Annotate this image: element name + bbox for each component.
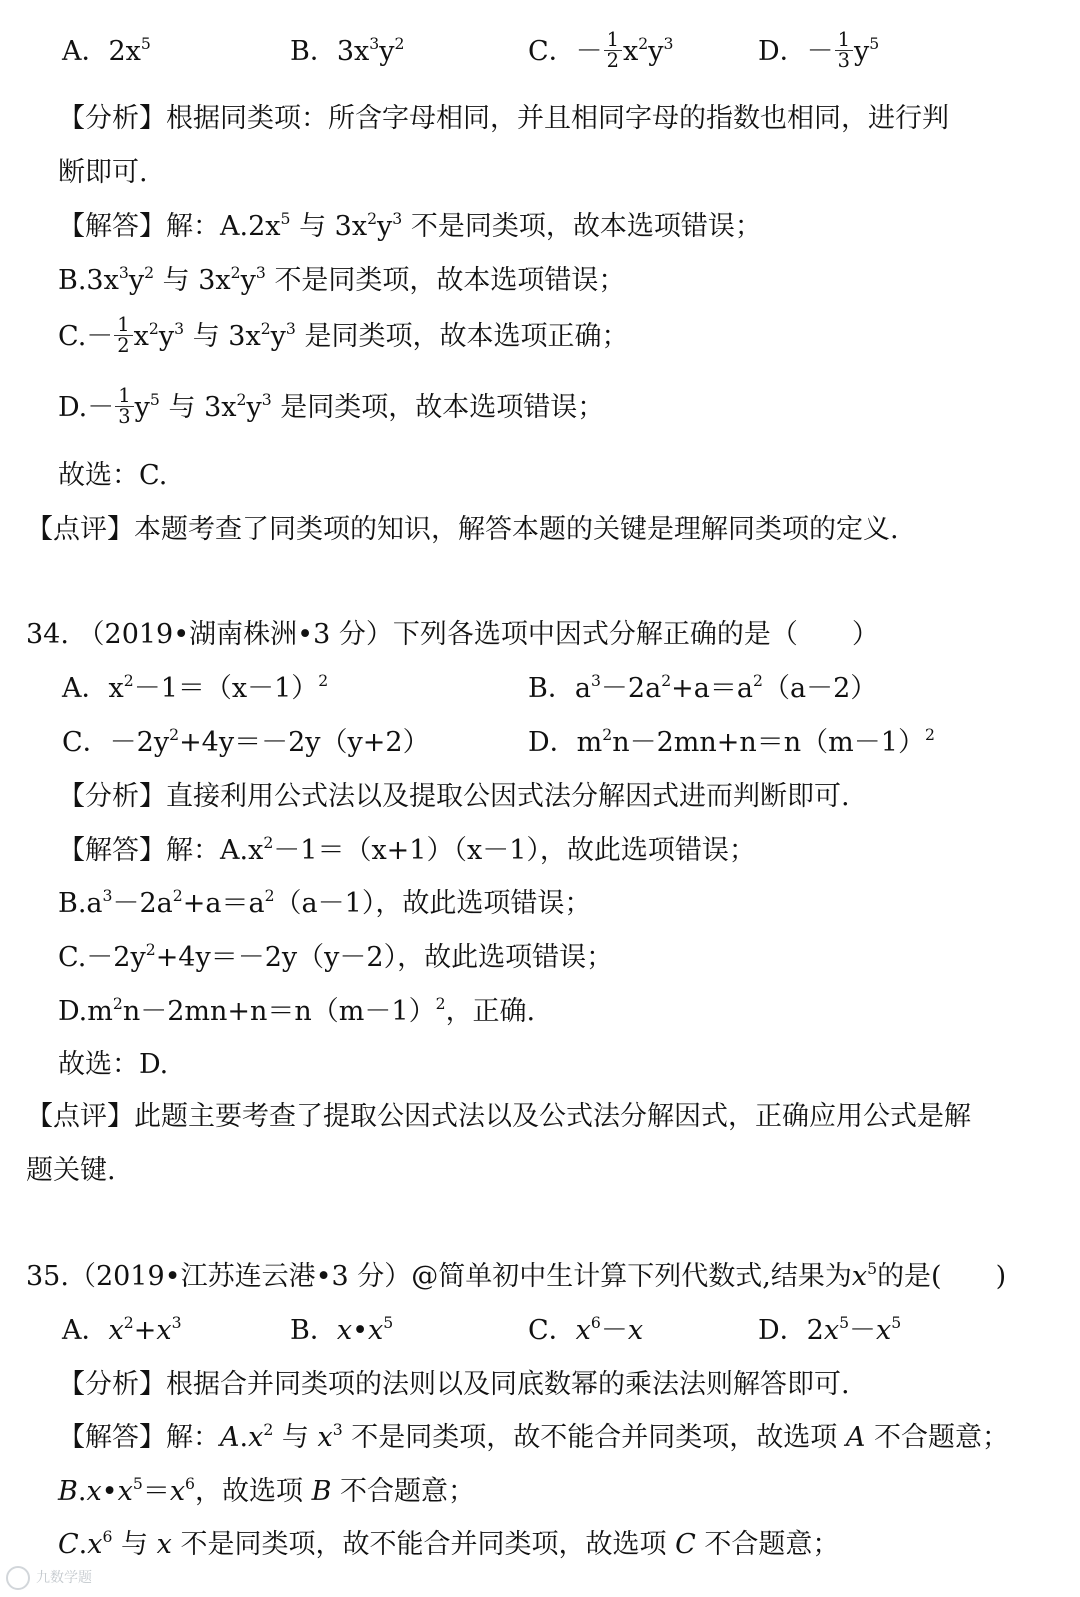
q33-analysis-line2 — [0, 146, 1080, 200]
q35-option-b: B．$x•x^5$ — [290, 1313, 394, 1346]
q34-analysis — [0, 770, 1080, 824]
q34-options-row2 — [0, 716, 1080, 770]
q34-answer-a: 【解答】解：$A.x^2-1=(x+1)(x-1)$，故此选项错误； — [58, 833, 756, 866]
watermark-logo-icon — [6, 1566, 30, 1590]
q35-answer-c: $C.x^6$ 与 x 不是同类项，故不能合并同类项，故选项 C 不合题意； — [58, 1527, 840, 1560]
fraction-one-third: $\frac{1}{3}$ — [835, 30, 853, 72]
fraction-one-half: $\frac{1}{2}$ — [604, 30, 622, 72]
q33-answer-c: C.－ $\frac{1}{2}$ $x^2y^3$ 与 $3x^2y^3$ 是同类项，故本选项正确； — [58, 312, 629, 357]
answer-tag: 【解答】 — [58, 835, 166, 866]
q33-analysis-line1 — [0, 92, 1080, 146]
watermark: 九数学题 — [6, 1566, 146, 1596]
q34-option-c: C．$-2y^2+4y=-2y(y+2)$ — [62, 725, 430, 758]
review-text: 此题主要考查了提取公因式法以及公式法分解因式，正确应用公式是解 — [134, 1101, 971, 1132]
analysis-text-cont: 断即可. — [58, 157, 148, 188]
q33-answer-b: $B.3x^3y^2$ 与 $3x^2y^3$ 不是同类项，故本选项错误； — [58, 263, 626, 296]
review-tag: 【点评】 — [26, 1101, 134, 1132]
q34-answer-c: $C.-2y^2+4y=-2y(y-2)$，故此选项错误； — [58, 940, 614, 973]
answer-tag: 【解答】 — [58, 1422, 166, 1453]
review-text-cont: 题关键. — [26, 1155, 116, 1186]
fraction-one-third: $\frac{1}{3}$ — [115, 386, 133, 428]
analysis-tag: 【分析】 — [58, 1369, 166, 1400]
analysis-text: 根据同类项：所含字母相同，并且相同字母的指数也相同，进行判 — [166, 103, 949, 134]
analysis-tag: 【分析】 — [58, 781, 166, 812]
q34-answer-b: $B.a^3-2a^2+a=a^2(a-1)$，故此选项错误； — [58, 886, 592, 919]
analysis-text: 直接利用公式法以及提取公因式法分解因式进而判断即可. — [166, 781, 850, 812]
q33-answer-d: D.－ $\frac{1}{3}$ $y^5$ 与 $3x^2y^3$ 是同类项，故本选项错误； — [58, 383, 605, 428]
review-text: 本题考查了同类项的知识，解答本题的关键是理解同类项的定义. — [134, 514, 899, 545]
q33-answer-a: 【解答】解：$A.2x^5$ 与 $3x^2y^3$ 不是同类项，故本选项错误； — [58, 209, 762, 242]
q33-option-d: D．－ $\frac{1}{3}$ $y^5$ — [758, 27, 880, 72]
q33-option-a: A．$2x^5$ — [62, 34, 151, 67]
fraction-one-half: $\frac{1}{2}$ — [114, 315, 132, 357]
q34-review-line1 — [0, 1090, 1080, 1144]
q35-option-d: D．$2x^5-x^5$ — [758, 1313, 902, 1346]
q33-review — [0, 503, 1080, 557]
q35-options-row — [0, 1304, 1080, 1358]
q34-options-row1 — [0, 662, 1080, 716]
analysis-tag: 【分析】 — [58, 103, 166, 134]
q34-choice: 故选：D. — [58, 1049, 169, 1080]
answer-tag: 【解答】 — [58, 211, 166, 242]
review-tag: 【点评】 — [26, 514, 134, 545]
q33-options-row — [0, 25, 1080, 79]
q35-option-a: A．$x^2+x^3$ — [62, 1313, 182, 1346]
q33-choice: 故选：C. — [58, 460, 168, 491]
q34-option-a: A．$x^2-1=(x-1)^2$ — [62, 671, 329, 704]
analysis-text: 根据合并同类项的法则以及同底数幂的乘法法则解答即可. — [166, 1369, 850, 1400]
q33-option-b: B．$3x^3y^2$ — [290, 34, 405, 67]
q34-option-b: B．$a^3-2a^2+a=a^2(a-2)$ — [528, 671, 878, 704]
q34-review-line2 — [0, 1144, 1080, 1198]
q35-analysis — [0, 1358, 1080, 1412]
q34-answer-d: $D.m^2n-2mn+n=n(m-1)^2$，正确. — [58, 994, 536, 1027]
q33-option-c: C．－ $\frac{1}{2}$ $x^2y^3$ — [528, 27, 674, 72]
q35-answer-b: $B.x•x^5=x^6$，故选项 B 不合题意； — [58, 1474, 476, 1507]
q35-stem: 35.（2019•江苏连云港•3 分）@简单初中生计算下列代数式,结果为$x^5$的是( ) — [26, 1259, 1007, 1292]
q34-stem: 34. （2019•湖南株洲•3 分）下列各选项中因式分解正确的是（ ） — [26, 619, 879, 650]
q34-option-d: D．$m^2n-2mn+n=n(m-1)^2$ — [528, 725, 935, 758]
q35-answer-a: 【解答】解：$A.x^2$ 与 $x^3$ 不是同类项，故不能合并同类项，故选项 A 不合题意； — [58, 1420, 1009, 1453]
q35-option-c: C．$x^6-x$ — [528, 1313, 644, 1346]
